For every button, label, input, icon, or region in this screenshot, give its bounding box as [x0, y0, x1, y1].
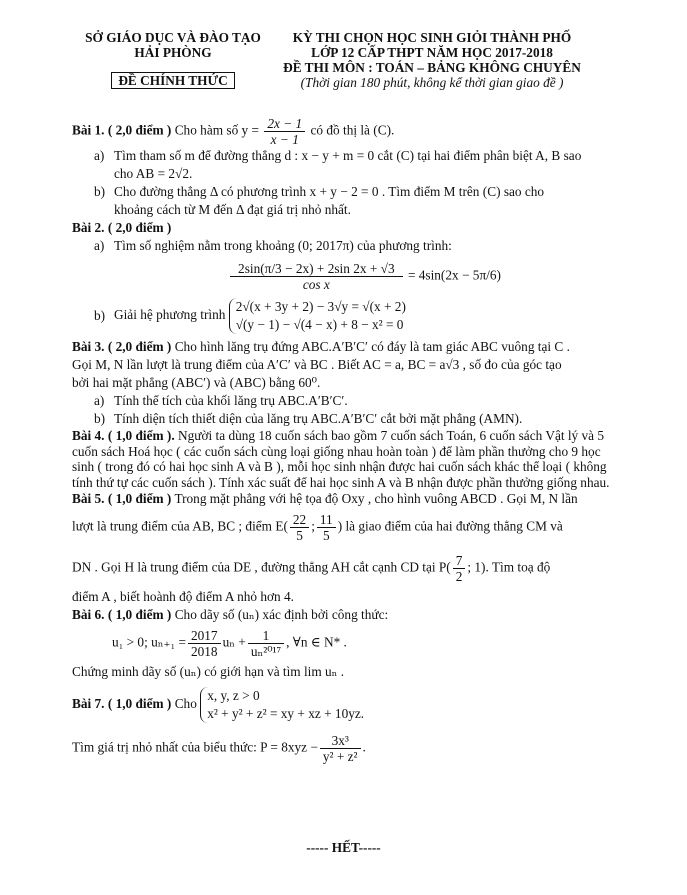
- problem-6: [72, 606, 617, 624]
- problem-4: [72, 428, 617, 490]
- exam-duration: (Thời gian 180 phút, không kể thời gian giao đề ): [300, 75, 564, 90]
- problem-3b: b) Tính diện tích thiết diện của lăng trụ ABC.A′B′C′ cắt bởi mặt phẳng (AMN).: [72, 410, 617, 428]
- trig-equation-rhs: = 4sin(2x − 5π/6): [407, 267, 501, 283]
- point-p-x: $\frac{7}{2}$: [453, 553, 466, 584]
- exam-title-line-2: LỚP 12 CẤP THPT NĂM HỌC 2017-2018: [311, 45, 553, 60]
- problem-7-expression: Tìm giá trị nhỏ nhất của biểu thức: P = 8xyz − $\frac{\text{3x³}}{\text{y² + z²}}$ .: [72, 733, 366, 764]
- problem-5-title: Bài 5. ( 1,0 điểm ): [72, 491, 172, 506]
- problem-1b: b) Cho đường thẳng Δ có phương trình x + y − 2 = 0 . Tìm điểm M trên (C) sao cho khoảng cách từ M đến Δ đạt giá trị nhỏ nhất.: [72, 183, 617, 219]
- exam-title-line-1: KỲ THI CHỌN HỌC SINH GIỎI THÀNH PHỐ: [292, 30, 572, 45]
- problem-5-line-3: DN . Gọi H là trung điểm của DE , đường thẳng AH cắt cạnh CD tại P( $\frac{7}{2}$ ; 1). Tìm toạ độ: [72, 553, 551, 584]
- exam-body: [72, 116, 617, 764]
- trig-equation: [112, 261, 617, 292]
- problem-7-title: Bài 7. ( 1,0 điểm ): [72, 696, 172, 712]
- problem-4-text: Người ta dùng 18 cuốn sách bao gồm 7 cuốn sách Toán, 6 cuốn sách Vật lý và 5 cuốn sách Hoá học ( các cuốn sách cùng loại giống nhau hoàn toàn ) để làm phần thưởng cho 9 học sinh ( trong đó có hai học sinh A và B ), mỗi học sinh nhận được hai cuốn sách khác thể loại ( không tính thứ tự các cuốn sách ). Tính xác suất để hai học sinh A và B nhận được phần thưởng giống nhau.: [72, 428, 610, 490]
- problem-1-intro-a: Cho hàm số y =: [174, 122, 260, 138]
- department-line-2: HẢI PHÒNG: [134, 45, 212, 60]
- trig-equation-denominator: cos x: [302, 277, 330, 292]
- problem-6-text-1: Cho dãy số (uₙ) xác định bởi công thức:: [174, 607, 389, 622]
- problem-2-title: Bài 2. ( 2,0 điểm ): [72, 220, 172, 235]
- problem-3-text-1: Cho hình lăng trụ đứng ABC.A′B′C′ có đáy là tam giác ABC vuông tại C .: [174, 339, 570, 354]
- problem-2a: a) Tìm số nghiệm nằm trong khoảng (0; 2017π) của phương trình:: [72, 237, 617, 255]
- problem-1-intro-b: có đồ thị là (C).: [310, 122, 395, 138]
- problem-3-title: Bài 3. ( 2,0 điểm ): [72, 339, 172, 354]
- problem-1a-line-1: Tìm tham số m để đường thẳng d : x − y + m = 0 cắt (C) tại hai điểm phân biệt A, B sao: [114, 148, 582, 163]
- sequence-formula: u₁ > 0; uₙ₊₁ = $\frac{2017}{2018}$ uₙ + $\frac{1}{\text{uₙ²⁰¹⁷}}$ , ∀n ∈ N* .: [112, 628, 347, 659]
- problem-2b-text: Giải hệ phương trình: [114, 307, 226, 323]
- problem-4-title: Bài 4. ( 1,0 điểm ).: [72, 428, 175, 443]
- problem-2a-text: Tìm số nghiệm nằm trong khoảng (0; 2017π) của phương trình:: [114, 238, 452, 253]
- problem-1: [72, 116, 617, 147]
- problem-3a: a) Tính thể tích của khối lăng trụ ABC.A′B′C′.: [72, 392, 617, 410]
- point-e-x: $\frac{22}{5}$: [290, 512, 309, 543]
- problem-2b: b) Giải hệ phương trình 2√(x + 3y + 2) − 3√y = √(x + 2) √(y − 1) − √(4 − x) + 8 − x² = 0: [94, 299, 406, 332]
- problem-5: [72, 490, 617, 508]
- point-e-y: $\frac{11}{5}$: [317, 512, 336, 543]
- problem-5-text-1: Trong mặt phẳng với hệ tọa độ Oxy , cho hình vuông ABCD . Gọi M, N lần: [174, 491, 578, 506]
- problem-3-text-2: Gọi M, N lần lượt là trung điểm của A′C′ và BC . Biết AC = a, BC = a√3 , số đo của góc tạo: [72, 357, 562, 372]
- exam-header: [262, 30, 602, 90]
- exam-subject: ĐỀ THI MÔN : TOÁN – BẢNG KHÔNG CHUYÊN: [283, 60, 581, 75]
- condition-system: [200, 687, 364, 723]
- problem-7-intro: Cho: [174, 696, 197, 712]
- condition-line-1: x, y, z > 0: [207, 688, 260, 703]
- problem-1a-line-2: cho AB = 2√2.: [114, 166, 193, 181]
- problem-5-line-2: lượt là trung điểm của AB, BC ; điểm E( $\frac{22}{5}$ ; $\frac{11}{5}$ ) là giao điểm của hai đường thẳng CM và: [72, 512, 563, 543]
- department-header: [78, 30, 268, 89]
- problem-5-text-4: điểm A , biết hoành độ điểm A nhỏ hơn 4.: [72, 589, 294, 604]
- problem-1b-line-1: Cho đường thẳng Δ có phương trình x + y − 2 = 0 . Tìm điểm M trên (C) sao cho: [114, 184, 545, 199]
- function-fraction: $\frac{2x - 1}{x - 1}$: [264, 116, 305, 147]
- problem-1-title: Bài 1. ( 2,0 điểm ): [72, 122, 172, 138]
- official-badge: ĐỀ CHÍNH THỨC: [111, 72, 234, 89]
- system-line-2: √(y − 1) − √(4 − x) + 8 − x² = 0: [235, 317, 404, 332]
- equation-system: [229, 298, 406, 334]
- problem-3: [72, 338, 617, 356]
- problem-3-text-3: bởi hai mặt phẳng (ABC′) và (ABC) bằng 60⁰.: [72, 375, 321, 390]
- trig-equation-numerator: 2sin(π/3 − 2x) + 2sin 2x + √3: [230, 261, 403, 277]
- problem-7: [72, 687, 617, 723]
- problem-1b-line-2: khoảng cách từ M đến Δ đạt giá trị nhỏ nhất.: [114, 202, 351, 217]
- problem-6-title: Bài 6. ( 1,0 điểm ): [72, 607, 172, 622]
- department-line-1: SỞ GIÁO DỤC VÀ ĐÀO TẠO: [85, 30, 261, 45]
- problem-3a-text: Tính thể tích của khối lăng trụ ABC.A′B′C′.: [114, 393, 348, 408]
- problem-1a: a) Tìm tham số m để đường thẳng d : x − y + m = 0 cắt (C) tại hai điểm phân biệt A, B sao cho AB = 2√2.: [72, 147, 617, 183]
- problem-6-text-2: Chứng minh dãy số (uₙ) có giới hạn và tìm lim uₙ .: [72, 664, 345, 679]
- end-mark: ----- HẾT-----: [306, 840, 381, 855]
- system-line-1: 2√(x + 3y + 2) − 3√y = √(x + 2): [235, 299, 406, 314]
- problem-3b-text: Tính diện tích thiết diện của lăng trụ ABC.A′B′C′ cắt bởi mặt phẳng (AMN).: [114, 411, 523, 426]
- condition-line-2: x² + y² + z² = xy + xz + 10yz.: [207, 706, 365, 721]
